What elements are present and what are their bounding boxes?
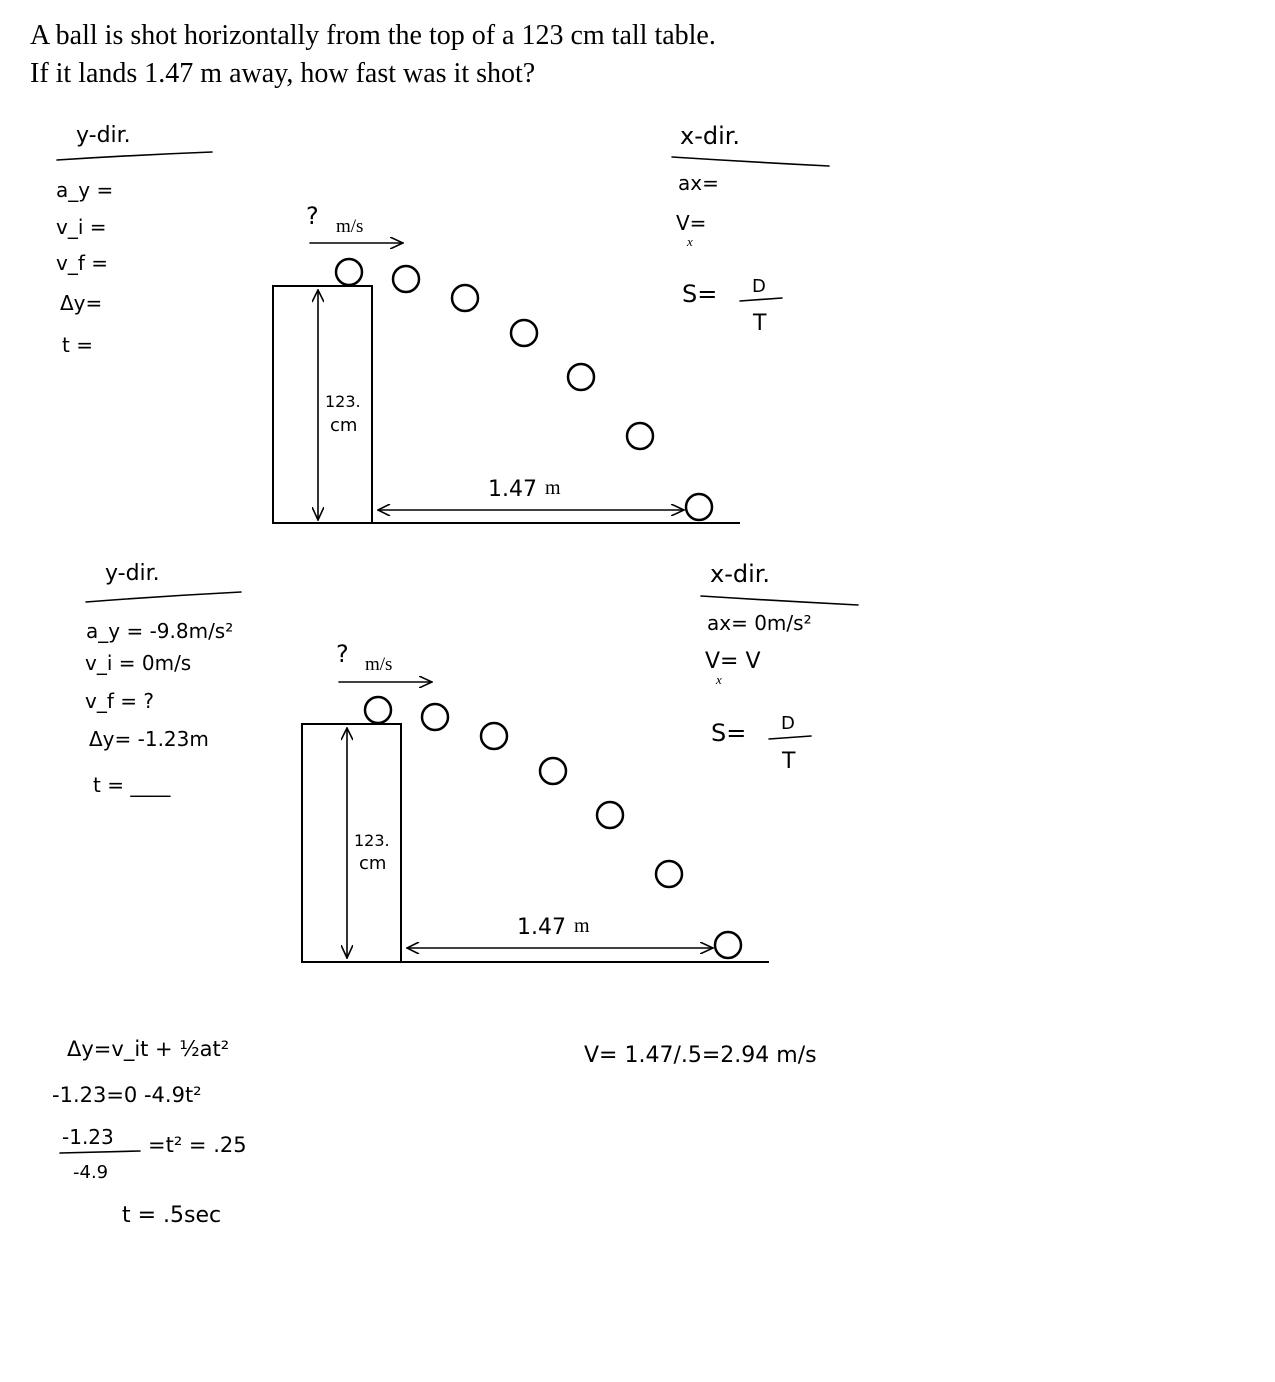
bottom-vi-value: v_i = 0m/s: [85, 651, 192, 675]
bottom-ball: [597, 802, 623, 828]
bottom-ball: [422, 704, 448, 730]
bottom-ay-value: a_y = -9.8m/s²: [86, 619, 234, 643]
top-height-unit: cm: [330, 415, 358, 436]
top-ball: [686, 494, 712, 520]
bottom-y-dir-header: y-dir.: [105, 561, 160, 586]
top-ball: [568, 364, 594, 390]
velocity-result: V= 1.47/.5=2.94 m/s: [584, 1043, 817, 1068]
bottom-unknown-mark: ?: [336, 640, 349, 668]
top-vi-label: v_i =: [56, 215, 107, 239]
work-fraction-numerator: -1.23: [62, 1125, 114, 1149]
bottom-s-label: S=: [711, 719, 747, 747]
top-x-dir-header: x-dir.: [680, 122, 741, 150]
top-t-label: t =: [62, 333, 93, 357]
work-fraction-result: =t² = .25: [148, 1133, 247, 1157]
work-fraction-denominator: -4.9: [73, 1162, 109, 1183]
bottom-x-dir-header: x-dir.: [710, 560, 771, 588]
top-ball: [452, 285, 478, 311]
top-y-dir-header: y-dir.: [76, 123, 131, 148]
bottom-y-dir-underline: [86, 592, 241, 602]
bottom-ball: [481, 723, 507, 749]
bottom-distance-unit: m: [574, 915, 590, 937]
top-panel: [56, 122, 829, 523]
problem-line-1: A ball is shot horizontally from the top of a 123 cm tall table.: [30, 20, 716, 51]
top-velocity-unit: m/s: [336, 216, 364, 237]
bottom-t-value: t = ____: [93, 773, 171, 797]
top-distance-unit: m: [545, 477, 561, 499]
bottom-velocity-unit: m/s: [365, 654, 393, 675]
bottom-ball: [715, 932, 741, 958]
top-frac-d: D: [752, 276, 766, 297]
work-area: [52, 1037, 817, 1228]
top-ball: [511, 320, 537, 346]
top-x-dir-underline: [672, 157, 829, 166]
bottom-frac-t: T: [782, 749, 796, 774]
problem-line-2: If it lands 1.47 m away, how fast was it shot?: [30, 58, 536, 89]
top-distance-value: 1.47: [488, 477, 537, 502]
bottom-x-dir-underline: [701, 596, 858, 605]
top-ball: [393, 266, 419, 292]
top-y-dir-underline: [57, 152, 212, 160]
bottom-panel: [85, 560, 858, 962]
bottom-height-unit: cm: [359, 853, 387, 874]
bottom-vx-value: V= V: [705, 649, 761, 674]
top-vx-label: V=: [676, 211, 707, 235]
top-vf-label: v_f =: [56, 251, 108, 275]
top-height-value: 123.: [325, 392, 361, 411]
bottom-ax-value: ax= 0m/s²: [707, 611, 812, 635]
bottom-height-value: 123.: [354, 831, 390, 850]
top-ball: [336, 259, 362, 285]
bottom-frac-d: D: [781, 713, 795, 734]
work-time-result: t = .5sec: [122, 1203, 222, 1228]
work-fraction-bar: [60, 1151, 140, 1153]
bottom-ball: [656, 861, 682, 887]
bottom-ball: [540, 758, 566, 784]
top-frac-t: T: [753, 311, 767, 336]
top-ball: [627, 423, 653, 449]
bottom-ball: [365, 697, 391, 723]
work-equation-2: -1.23=0 -4.9t²: [52, 1083, 202, 1107]
top-s-label: S=: [682, 280, 718, 308]
bottom-distance-value: 1.47: [517, 915, 566, 940]
top-frac-bar: [740, 298, 782, 301]
top-vx-subscript: x: [687, 234, 693, 249]
top-dy-label: Δy=: [60, 291, 103, 315]
top-ay-label: a_y =: [56, 178, 114, 202]
bottom-dy-value: Δy= -1.23m: [89, 727, 209, 751]
top-unknown-mark: ?: [306, 202, 319, 230]
bottom-vf-value: v_f = ?: [85, 689, 154, 713]
bottom-vx-subscript: x: [716, 672, 722, 687]
bottom-frac-bar: [769, 736, 811, 739]
work-equation-1: Δy=v_it + ½at²: [67, 1037, 230, 1061]
top-ax-label: ax=: [678, 171, 719, 195]
